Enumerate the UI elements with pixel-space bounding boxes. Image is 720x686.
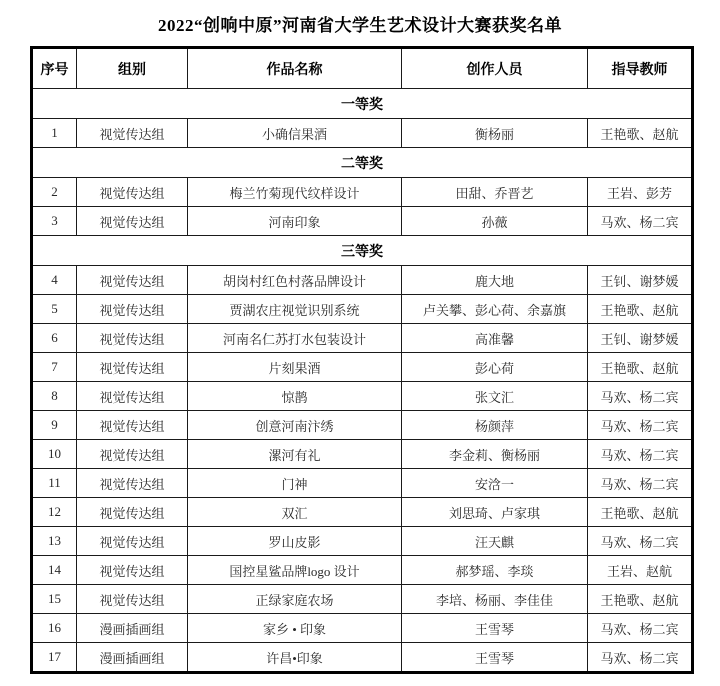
cell-group: 视觉传达组 (77, 411, 188, 440)
cell-creators: 郝梦瑶、李琰 (402, 556, 588, 585)
table-row (32, 411, 693, 440)
award-section-label: 二等奖 (32, 148, 693, 178)
cell-work: 片刻果酒 (188, 353, 402, 382)
cell-no: 10 (32, 440, 77, 469)
table-row (32, 614, 693, 643)
cell-creators: 张文汇 (402, 382, 588, 411)
table-row (32, 527, 693, 556)
award-section-label: 三等奖 (32, 236, 693, 266)
column-header-0: 序号 (32, 48, 77, 89)
cell-no: 14 (32, 556, 77, 585)
table-row (32, 119, 693, 148)
table-row (32, 556, 693, 585)
table-row (32, 469, 693, 498)
table-row (32, 178, 693, 207)
cell-group: 视觉传达组 (77, 207, 188, 236)
cell-no: 8 (32, 382, 77, 411)
cell-advisors: 王岩、赵航 (588, 556, 693, 585)
page-title: 2022“创响中原”河南省大学生艺术设计大赛获奖名单 (158, 16, 562, 35)
cell-creators: 刘思琦、卢家琪 (402, 498, 588, 527)
table-row (32, 266, 693, 295)
cell-work: 梅兰竹菊现代纹样设计 (188, 178, 402, 207)
cell-creators: 王雪琴 (402, 614, 588, 643)
cell-no: 5 (32, 295, 77, 324)
table-row (32, 382, 693, 411)
cell-creators: 安浛一 (402, 469, 588, 498)
cell-no: 12 (32, 498, 77, 527)
cell-work: 惊鹊 (188, 382, 402, 411)
cell-group: 视觉传达组 (77, 382, 188, 411)
cell-advisors: 王钊、谢梦媛 (588, 266, 693, 295)
cell-advisors: 马欢、杨二宾 (588, 440, 693, 469)
cell-advisors: 王艳歌、赵航 (588, 119, 693, 148)
cell-advisors: 马欢、杨二宾 (588, 382, 693, 411)
cell-work: 罗山皮影 (188, 527, 402, 556)
cell-group: 视觉传达组 (77, 527, 188, 556)
cell-work: 小确信果酒 (188, 119, 402, 148)
cell-creators: 田甜、乔晋艺 (402, 178, 588, 207)
column-header-2: 作品名称 (188, 48, 402, 89)
cell-no: 4 (32, 266, 77, 295)
column-header-1: 组别 (77, 48, 188, 89)
award-section-row (32, 89, 693, 119)
cell-advisors: 王艳歌、赵航 (588, 295, 693, 324)
cell-advisors: 马欢、杨二宾 (588, 643, 693, 673)
award-section-label: 一等奖 (32, 89, 693, 119)
cell-creators: 高准馨 (402, 324, 588, 353)
cell-creators: 鹿大地 (402, 266, 588, 295)
cell-no: 6 (32, 324, 77, 353)
award-section-row (32, 148, 693, 178)
cell-work: 漯河有礼 (188, 440, 402, 469)
cell-advisors: 马欢、杨二宾 (588, 614, 693, 643)
table-row (32, 585, 693, 614)
cell-work: 胡岗村红色村落品牌设计 (188, 266, 402, 295)
cell-advisors: 王艳歌、赵航 (588, 353, 693, 382)
cell-work: 正绿家庭农场 (188, 585, 402, 614)
table-row (32, 207, 693, 236)
cell-work: 河南印象 (188, 207, 402, 236)
cell-group: 视觉传达组 (77, 178, 188, 207)
cell-advisors: 王岩、彭芳 (588, 178, 693, 207)
cell-group: 漫画插画组 (77, 643, 188, 673)
cell-work: 家乡 • 印象 (188, 614, 402, 643)
cell-advisors: 马欢、杨二宾 (588, 207, 693, 236)
cell-group: 视觉传达组 (77, 266, 188, 295)
cell-creators: 彭心荷 (402, 353, 588, 382)
cell-group: 视觉传达组 (77, 353, 188, 382)
cell-group: 视觉传达组 (77, 498, 188, 527)
table-row (32, 643, 693, 673)
cell-creators: 汪天麒 (402, 527, 588, 556)
table-header-row (32, 48, 693, 89)
cell-no: 11 (32, 469, 77, 498)
award-section-row (32, 236, 693, 266)
cell-no: 1 (32, 119, 77, 148)
cell-no: 2 (32, 178, 77, 207)
column-header-4: 指导教师 (588, 48, 693, 89)
cell-advisors: 马欢、杨二宾 (588, 469, 693, 498)
cell-work: 门神 (188, 469, 402, 498)
awards-table (30, 46, 694, 674)
cell-no: 3 (32, 207, 77, 236)
cell-work: 创意河南汴绣 (188, 411, 402, 440)
cell-work: 许昌•印象 (188, 643, 402, 673)
cell-work: 双汇 (188, 498, 402, 527)
table-row (32, 324, 693, 353)
cell-creators: 李金莉、衡杨丽 (402, 440, 588, 469)
cell-work: 河南名仁苏打水包装设计 (188, 324, 402, 353)
cell-creators: 王雪琴 (402, 643, 588, 673)
cell-creators: 李培、杨丽、李佳佳 (402, 585, 588, 614)
cell-group: 视觉传达组 (77, 119, 188, 148)
cell-work: 国控星鲨品牌logo 设计 (188, 556, 402, 585)
cell-advisors: 王艳歌、赵航 (588, 585, 693, 614)
cell-no: 16 (32, 614, 77, 643)
column-header-3: 创作人员 (402, 48, 588, 89)
cell-group: 视觉传达组 (77, 585, 188, 614)
cell-advisors: 马欢、杨二宾 (588, 411, 693, 440)
cell-group: 视觉传达组 (77, 440, 188, 469)
table-row (32, 353, 693, 382)
cell-no: 15 (32, 585, 77, 614)
cell-group: 视觉传达组 (77, 469, 188, 498)
cell-creators: 杨颜萍 (402, 411, 588, 440)
cell-work: 贾湖农庄视觉识别系统 (188, 295, 402, 324)
cell-no: 13 (32, 527, 77, 556)
cell-no: 9 (32, 411, 77, 440)
cell-creators: 衡杨丽 (402, 119, 588, 148)
cell-no: 17 (32, 643, 77, 673)
cell-advisors: 王钊、谢梦媛 (588, 324, 693, 353)
cell-group: 视觉传达组 (77, 324, 188, 353)
cell-creators: 孙薇 (402, 207, 588, 236)
cell-advisors: 马欢、杨二宾 (588, 527, 693, 556)
cell-no: 7 (32, 353, 77, 382)
cell-group: 漫画插画组 (77, 614, 188, 643)
cell-creators: 卢关攀、彭心荷、余嘉旗 (402, 295, 588, 324)
cell-advisors: 王艳歌、赵航 (588, 498, 693, 527)
table-row (32, 498, 693, 527)
table-row (32, 440, 693, 469)
table-row (32, 295, 693, 324)
cell-group: 视觉传达组 (77, 556, 188, 585)
cell-group: 视觉传达组 (77, 295, 188, 324)
